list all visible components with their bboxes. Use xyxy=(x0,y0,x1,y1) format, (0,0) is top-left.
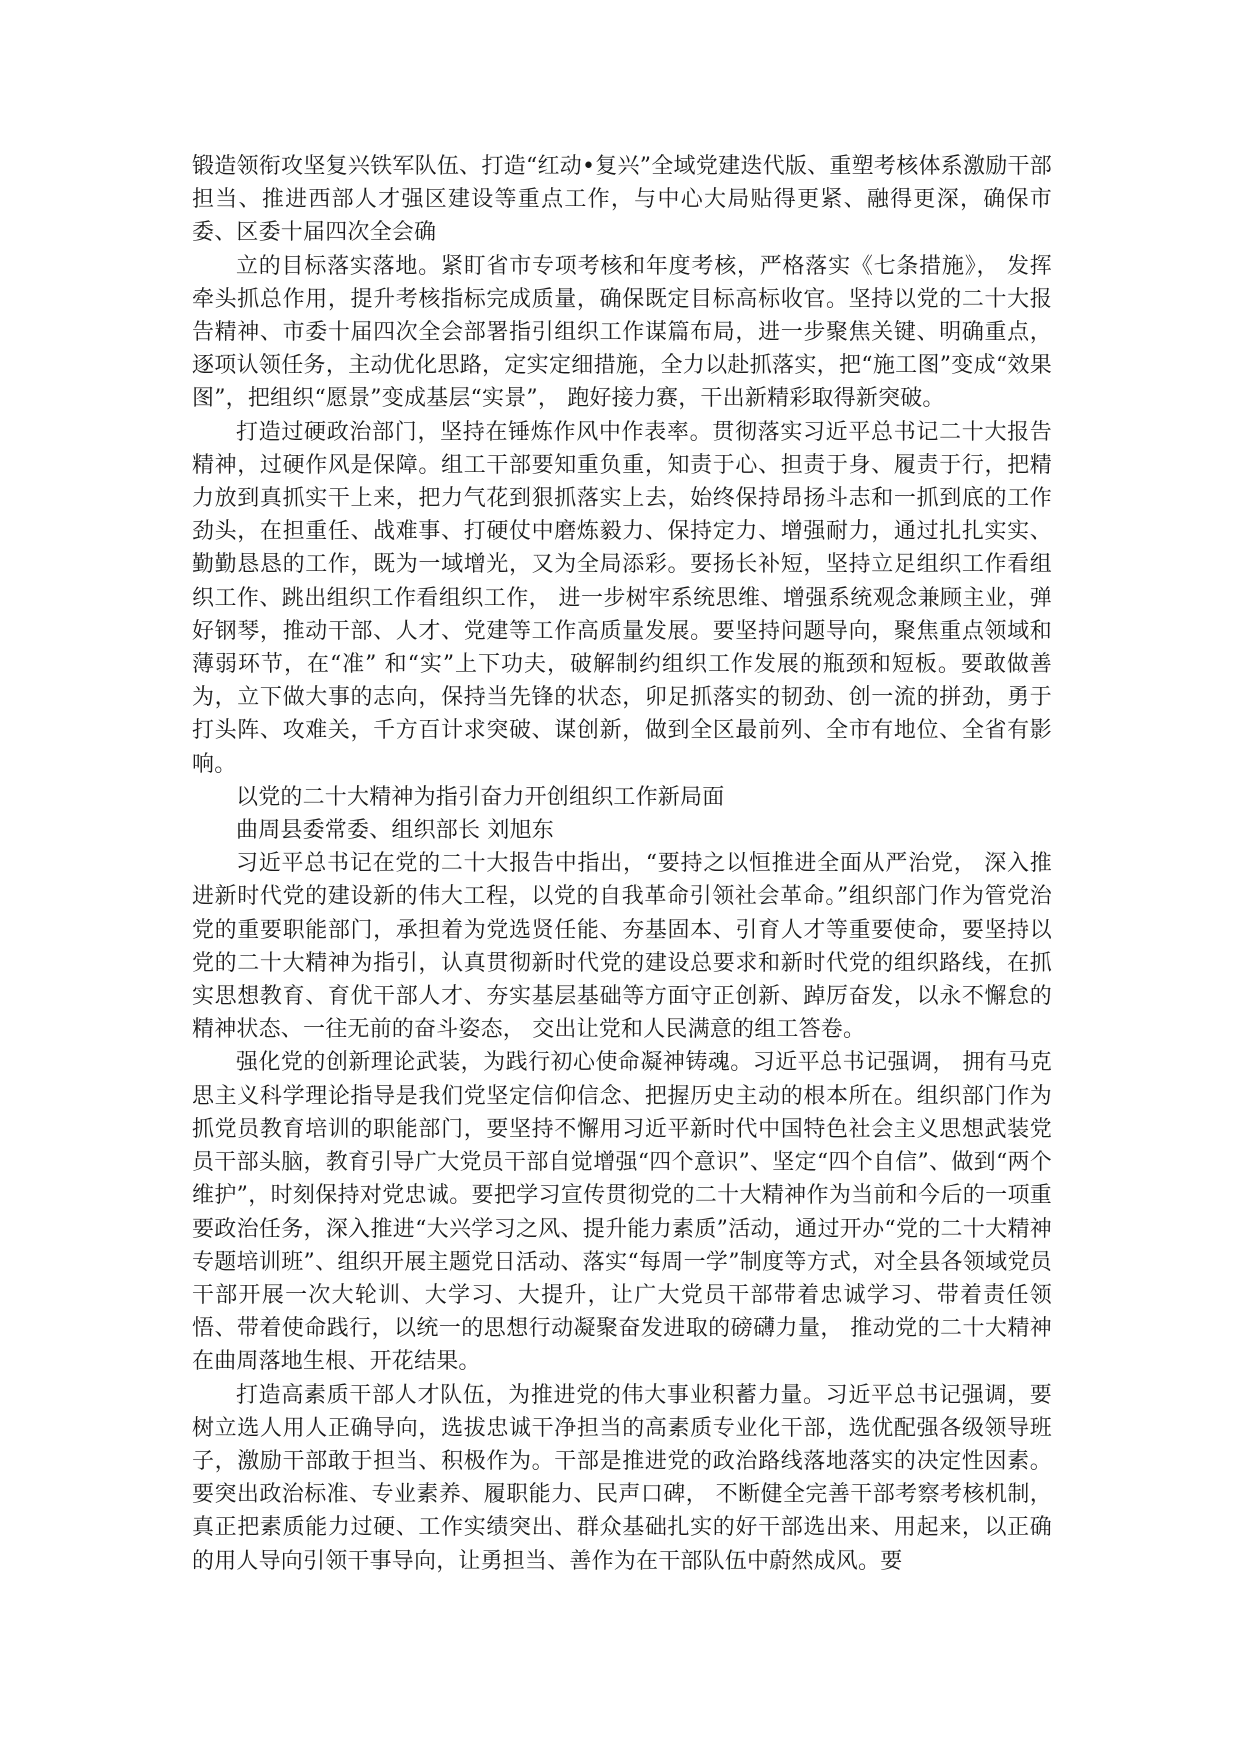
paragraph-intro: 习近平总书记在党的二十大报告中指出，“要持之以恒推进全面从严治党， 深入推进新时代党的建设新的伟大工程，以党的自我革命引领社会革命。”组织部门作为管党治党的重要职能部门，承担着为党选贤任能、夯基固本、引育人才等重要使命，要坚持以党的二十大精神为指引，认真贯彻新时代党的建设总要求和新时代党的组织路线，在抓实思想教育、育优干部人才、夯实基层基础等方面守正创新、踔厉奋发，以永不懈怠的精神状态、一往无前的奋斗姿态， 交出让党和人民满意的组工答卷。 xyxy=(192,851,1052,1043)
paragraph-theory: 强化党的创新理论武装，为践行初心使命凝神铸魂。习近平总书记强调， 拥有马克思主义科学理论指导是我们党坚定信仰信念、把握历史主动的根本所在。组织部门作为抓党员教育培训的职能部门，要坚持不懈用习近平新时代中国特色社会主义思想武装党员干部头脑，教育引导广大党员干部自觉增强“四个意识”、坚定“四个自信”、做到“两个维护”，时刻保持对党忠诚。要把学习宣传贯彻党的二十大精神作为当前和今后的一项重要政治任务，深入推进“大兴学习之风、提升能力素质”活动，通过开办“党的二十大精神专题培训班”、组织开展主题党日活动、落实“每周一学”制度等方式，对全县各领域党员干部开展一次大轮训、大学习、大提升，让广大党员干部带着忠诚学习、带着责任领悟、带着使命践行，以统一的思想行动凝聚奋发进取的磅礴力量， 推动党的二十大精神在曲周落地生根、开花结果。 xyxy=(192,1050,1052,1375)
paragraph-cadres: 打造高素质干部人才队伍，为推进党的伟大事业积蓄力量。习近平总书记强调，要树立选人用人正确导向，选拔忠诚干净担当的高素质专业化干部，选优配强各级领导班子，激励干部敢于担当、积极作为。干部是推进党的政治路线落地落实的决定性因素。要突出政治标准、专业素养、履职能力、民声口碑， 不断健全完善干部考察考核机制，真正把素质能力过硬、工作实绩突出、群众基础扎实的好干部选出来、用起来，以正确的用人导向引领干事导向，让勇担当、善作为在干部队伍中蔚然成风。要 xyxy=(192,1382,1052,1574)
paragraph-continued: 锻造领衔攻坚复兴铁军队伍、打造“红动•复兴”全域党建迭代版、重塑考核体系激励干部担当、推进西部人才强区建设等重点工作，与中心大局贴得更紧、融得更深，确保市委、区委十届四次全会确 xyxy=(192,154,1052,246)
article-byline: 曲周县委常委、组织部长 刘旭东 xyxy=(236,818,554,844)
document-body xyxy=(192,150,1052,1578)
paragraph-goal: 立的目标落实落地。紧盯省市专项考核和年度考核，严格落实《七条措施》， 发挥牵头抓总作用，提升考核指标完成质量，确保既定目标高标收官。坚持以党的二十大报告精神、市委十届四次全会部署指引组织工作谋篇布局，进一步聚焦关键、明确重点，逐项认领任务，主动优化思路，定实定细措施，全力以赴抓落实，把“施工图”变成“效果图”，把组织“愿景”变成基层“实景”， 跑好接力赛，干出新精彩取得新突破。 xyxy=(192,253,1052,412)
article-title: 以党的二十大精神为指引奋力开创组织工作新局面 xyxy=(236,784,725,810)
paragraph-work-style: 打造过硬政治部门，坚持在锤炼作风中作表率。贯彻落实习近平总书记二十大报告精神，过硬作风是保障。组工干部要知重负重，知责于心、担责于身、履责于行，把精力放到真抓实干上来，把力气花到狠抓落实上去，始终保持昂扬斗志和一抓到底的工作劲头，在担重任、战难事、打硬仗中磨炼毅力、保持定力、增强耐力，通过扎扎实实、勤勤恳恳的工作，既为一域增光，又为全局添彩。要扬长补短，坚持立足组织工作看组织工作、跳出组织工作看组织工作， 进一步树牢系统思维、增强系统观念兼顾主业，弹好钢琴，推动干部、人才、党建等工作高质量发展。要坚持问题导向，聚焦重点领域和薄弱环节，在“准” 和“实”上下功夫，破解制约组织工作发展的瓶颈和短板。要敢做善为，立下做大事的志向，保持当先锋的状态，卯足抓落实的韧劲、创一流的拼劲，勇于打头阵、攻难关，千方百计求突破、谋创新，做到全区最前列、全市有地位、全省有影响。 xyxy=(192,419,1052,777)
